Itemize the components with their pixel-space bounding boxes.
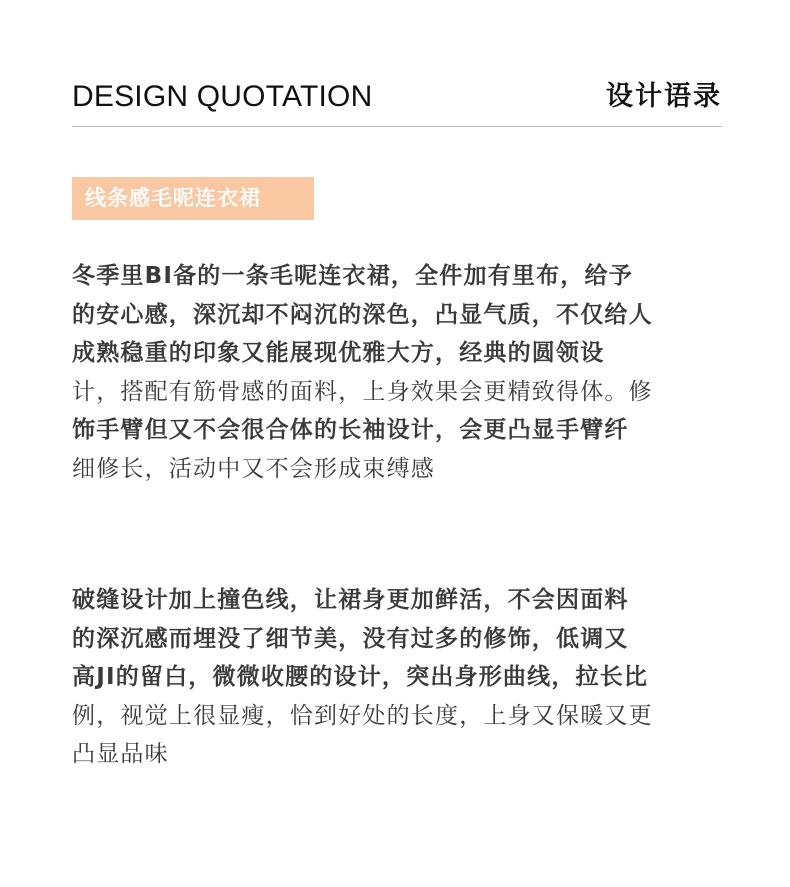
header-title-en: DESIGN QUOTATION [72,80,373,113]
product-tag-label: 线条感毛呢连衣裙 [85,186,261,210]
header-title-cn: 设计语录 [606,81,722,112]
product-tag [72,177,314,220]
paragraph-2-line-4: 例，视觉上很显瘦，恰到好处的长度，上身又保暖又更 [72,702,653,729]
paragraph-1-line-5: 饰手臂但又不会很合体的长袖设计，会更凸显手臂纤 [72,417,629,443]
paragraph-1-line-4: 计，搭配有筋骨感的面料，上身效果会更精致得体。修 [72,378,653,405]
paragraph-2-line-3: 高JI的留白，微微收腰的设计，突出身形曲线，拉长比 [72,664,649,690]
page-header [72,78,722,118]
description-paragraph-1 [72,257,732,488]
paragraph-1-line-3: 成熟稳重的印象又能展现优雅大方，经典的圆领设 [72,340,605,366]
header-divider [72,126,722,127]
paragraph-1-line-1: 冬季里BI备的一条毛呢连衣裙，全件加有里布，给予 [72,263,633,289]
paragraph-2-line-2: 的深沉感而埋没了细节美，没有过多的修饰，低调又 [72,625,629,652]
description-paragraph-2 [72,581,732,774]
paragraph-2-line-5: 凸显品味 [72,741,169,767]
paragraph-1-line-6: 细修长，活动中又不会形成束缚感 [72,455,435,482]
paragraph-1-line-2: 的安心感，深沉却不闷沉的深色，凸显气质，不仅给人 [72,301,653,328]
paragraph-2-line-1: 破缝设计加上撞色线，让裙身更加鲜活，不会因面料 [72,587,629,613]
